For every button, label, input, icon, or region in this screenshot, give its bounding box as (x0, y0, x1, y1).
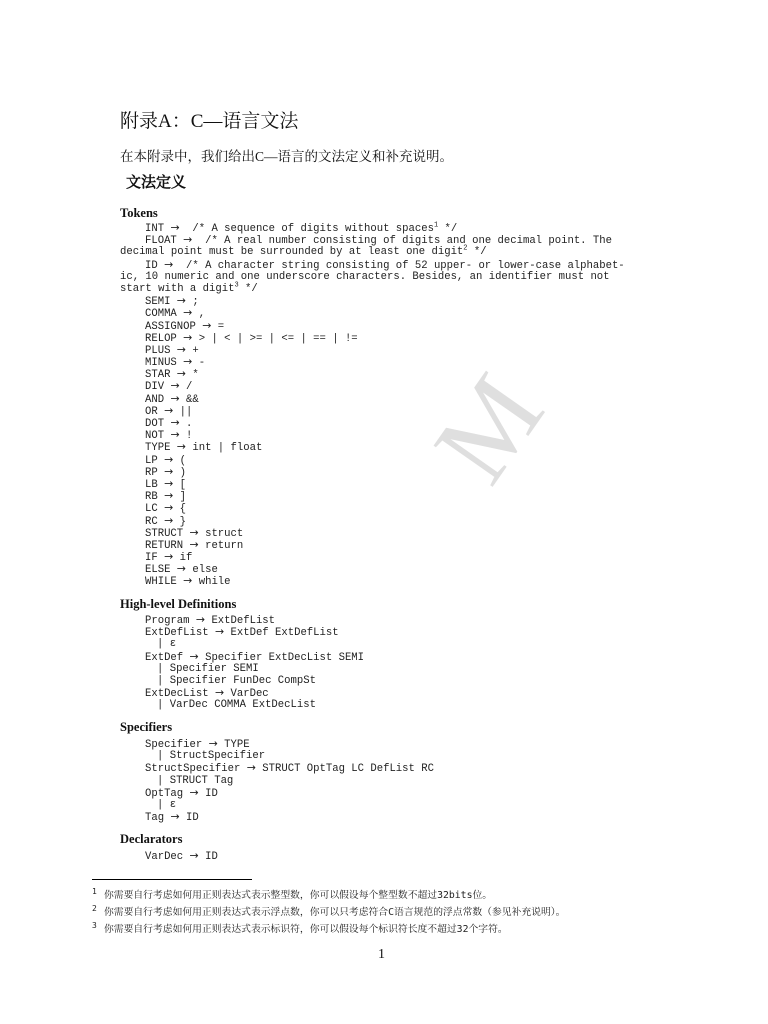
intro-paragraph: 在本附录中，我们给出C—语言的文法定义和补充说明。 (120, 149, 454, 164)
arrow-symbol: → (176, 367, 187, 381)
rule-name: RC (145, 515, 158, 528)
rule-name: DOT (145, 418, 165, 430)
grammar-rule (120, 687, 364, 699)
rule-name: STAR (145, 369, 171, 382)
high-level-block (120, 614, 364, 712)
rule-name: MINUS (145, 357, 177, 370)
arrow-symbol: → (183, 574, 193, 588)
rule-body: /* A sequence of digits without spaces (192, 223, 434, 235)
rule-name: FLOAT (145, 235, 177, 248)
arrow-symbol: → (164, 489, 174, 503)
grammar-rule (120, 738, 434, 750)
arrow-symbol: → (176, 440, 187, 454)
rule-body: && (186, 393, 199, 406)
rule-body: | Specifier SEMI (157, 662, 259, 675)
footnote-number: 3 (92, 921, 97, 930)
rule-name: LB (145, 478, 158, 491)
grammar-rule (120, 551, 625, 563)
rule-body: | ε (157, 638, 177, 651)
arrow-symbol: → (202, 318, 212, 332)
rule-continuation (120, 246, 625, 258)
grammar-rule (120, 539, 625, 551)
footnote-text: 你需要自行考虑如何用正则表达式表示整型数，你可以假设每个整型数不超过32bits位。 (104, 890, 493, 901)
grammar-rule (120, 380, 625, 392)
arrow-symbol: → (170, 416, 180, 429)
rule-body: * (192, 369, 199, 382)
rule-body: ExtDef ExtDefList (230, 627, 339, 640)
grammar-rule (120, 614, 364, 626)
arrow-symbol: → (164, 257, 174, 271)
arrow-symbol: → (164, 501, 174, 515)
arrow-symbol: → (189, 525, 199, 539)
arrow-symbol: → (164, 464, 174, 478)
grammar-rule (120, 344, 625, 356)
rule-name: StructSpecifier (145, 763, 241, 776)
rule-name: LC (145, 503, 158, 516)
rule-body: . (186, 418, 193, 430)
rule-body: + (192, 344, 199, 357)
footnote-marker: 2 (463, 244, 468, 253)
specifiers-block (120, 738, 434, 823)
heading-tokens: Tokens (120, 206, 158, 220)
rule-name: WHILE (145, 576, 177, 589)
arrow-symbol: → (164, 476, 174, 490)
rule-body: STRUCT OptTag LC DefList RC (262, 763, 434, 776)
footnote-3 (92, 921, 508, 935)
grammar-rule (120, 490, 625, 502)
arrow-symbol: → (189, 537, 199, 551)
rule-body: } (179, 515, 187, 528)
rule-body: | Specifier FunDec CompSt (157, 674, 316, 687)
grammar-alternative (120, 638, 364, 650)
arrow-symbol: → (170, 810, 180, 824)
arrow-symbol: → (189, 785, 199, 799)
rule-body: ; (192, 296, 199, 309)
arrow-symbol: → (183, 330, 193, 344)
footnote-1 (92, 887, 492, 901)
rule-name: STRUCT (145, 527, 184, 540)
rule-body: ic, 10 numeric and one underscore characters. Besides, an identifier must not (120, 270, 610, 283)
arrow-symbol: → (170, 221, 180, 234)
rule-body: ! (186, 430, 193, 443)
arrow-symbol: → (214, 625, 225, 639)
comment-close: */ (467, 246, 487, 259)
arrow-symbol: → (183, 355, 193, 369)
rule-body: /* A character string consisting of 52 upper- or lower-case alphabet- (186, 259, 625, 272)
rule-body: ( (179, 454, 187, 467)
arrow-symbol: → (176, 294, 187, 308)
rule-body: ) (179, 466, 187, 479)
footnote-marker: 1 (433, 221, 439, 230)
comment-close: */ (438, 223, 458, 235)
tokens-block (120, 222, 625, 588)
arrow-symbol: → (246, 761, 256, 775)
rule-body: | VarDec COMMA ExtDecList (157, 699, 316, 712)
arrow-symbol: → (183, 306, 193, 320)
rule-body: ID (205, 851, 218, 863)
footnote-text: 你需要自行考虑如何用正则表达式表示标识符，你可以假设每个标识符长度不超过32个字符。 (104, 924, 508, 935)
rule-continuation (120, 283, 625, 295)
rule-body: / (186, 381, 193, 394)
arrow-symbol: → (176, 562, 187, 576)
rule-name: SEMI (145, 296, 171, 309)
rule-name: ID (145, 259, 158, 272)
rule-body: = (217, 320, 225, 333)
arrow-symbol: → (170, 428, 180, 442)
watermark: M (410, 353, 567, 504)
rule-name: OR (145, 405, 158, 418)
rule-name: INT (145, 223, 165, 235)
arrow-symbol: → (170, 379, 180, 393)
rule-body: TYPE (224, 739, 250, 751)
grammar-rule (120, 466, 625, 478)
rule-body: [ (179, 478, 187, 491)
arrow-symbol: → (189, 849, 199, 862)
grammar-rule (120, 332, 625, 344)
rule-name: ELSE (145, 564, 171, 577)
rule-name: Specifier (145, 739, 203, 751)
arrow-symbol: → (164, 403, 174, 417)
footnote-number: 2 (92, 904, 97, 913)
arrow-symbol: → (164, 513, 174, 527)
grammar-alternative (120, 750, 434, 762)
grammar-rule (120, 259, 625, 271)
rule-body: /* A real number consisting of digits and one decimal point. The (205, 235, 612, 248)
grammar-rule (120, 502, 625, 514)
page-number: 1 (378, 947, 385, 962)
rule-body: > | < | >= | <= | == | != (198, 332, 358, 345)
arrow-symbol: → (164, 550, 174, 564)
rule-body: VarDec (230, 688, 269, 701)
rule-name: Tag (145, 812, 165, 825)
arrow-symbol: → (164, 452, 174, 466)
grammar-rule (120, 320, 625, 332)
rule-name: RELOP (145, 332, 177, 345)
arrow-symbol: → (189, 649, 199, 663)
arrow-symbol: → (208, 737, 218, 750)
rule-body: struct (205, 527, 244, 540)
rule-body: start with a digit (120, 282, 235, 295)
heading-declarators: Declarators (120, 832, 183, 846)
rule-body: - (198, 357, 206, 370)
heading-high-level-definitions: High-level Definitions (120, 597, 237, 611)
grammar-rule (120, 575, 625, 587)
section-heading-grammar: 文法定义 (126, 175, 187, 191)
rule-name: LP (145, 454, 158, 467)
comment-close: */ (238, 282, 258, 295)
grammar-rule (120, 393, 625, 405)
arrow-symbol: → (195, 613, 206, 626)
rule-body: || (179, 405, 193, 418)
heading-specifiers: Specifiers (120, 720, 173, 734)
arrow-symbol: → (176, 342, 187, 356)
grammar-alternative (120, 663, 364, 675)
rule-body: | STRUCT Tag (157, 774, 234, 787)
rule-body: else (192, 564, 218, 577)
grammar-rule (120, 626, 364, 638)
rule-name: ExtDefList (145, 627, 209, 640)
rule-name: OptTag (145, 787, 184, 800)
grammar-rule (120, 651, 364, 663)
grammar-rule (120, 563, 625, 575)
rule-body: | StructSpecifier (157, 750, 266, 763)
grammar-rule (120, 234, 625, 246)
rule-name: COMMA (145, 308, 177, 321)
arrow-symbol: → (183, 233, 193, 247)
grammar-rule (120, 222, 625, 234)
arrow-symbol: → (170, 391, 180, 405)
rule-name: IF (145, 552, 158, 565)
rule-body: while (198, 576, 231, 589)
rule-body: , (198, 308, 206, 321)
grammar-rule (120, 295, 625, 307)
grammar-rule (120, 478, 625, 490)
footnote-marker: 3 (234, 281, 239, 290)
rule-name: RB (145, 491, 158, 504)
grammar-alternative (120, 775, 434, 787)
rule-body: int | float (192, 442, 263, 455)
rule-body: | ε (157, 798, 177, 811)
rule-name: PLUS (145, 344, 171, 357)
rule-name: Program (145, 615, 190, 627)
rule-continuation (120, 271, 625, 283)
grammar-rule (120, 811, 434, 823)
rule-body: ] (179, 491, 187, 504)
rule-name: RETURN (145, 539, 184, 552)
grammar-rule (120, 356, 625, 368)
footnote-number: 1 (92, 887, 97, 896)
rule-name: DIV (145, 381, 165, 394)
rule-name: TYPE (145, 442, 171, 455)
rule-name: AND (145, 393, 165, 406)
footnote-2 (92, 904, 565, 918)
arrow-symbol: → (214, 686, 225, 700)
rule-body: decimal point must be surrounded by at least one digit (120, 246, 464, 259)
rule-name: ExtDef (145, 651, 184, 664)
page-title: 附录A：C—语言文法 (120, 111, 299, 132)
grammar-rule (120, 454, 625, 466)
rule-name: RP (145, 466, 158, 479)
rule-name: VarDec (145, 851, 184, 863)
footnote-divider (92, 879, 252, 880)
rule-body: ID (186, 812, 199, 825)
rule-body: ExtDefList (211, 615, 276, 627)
footnote-text: 你需要自行考虑如何用正则表达式表示浮点数，你可以只考虑符合C语言规范的浮点常数（参见补充说明）。 (104, 907, 566, 918)
rule-name: ExtDecList (145, 688, 209, 701)
grammar-rule (120, 307, 625, 319)
grammar-rule (120, 850, 218, 862)
grammar-alternative (120, 699, 364, 711)
grammar-alternative (120, 675, 364, 687)
grammar-rule (120, 368, 625, 380)
declarators-block (120, 850, 218, 862)
grammar-rule (120, 762, 434, 774)
rule-body: return (205, 539, 244, 552)
rule-body: ID (205, 787, 218, 800)
grammar-rule (120, 787, 434, 799)
rule-body: if (179, 552, 193, 565)
rule-name: NOT (145, 430, 165, 443)
rule-name: ASSIGNOP (145, 320, 196, 333)
rule-body: { (179, 503, 187, 516)
grammar-alternative (120, 799, 434, 811)
rule-body: Specifier ExtDecList SEMI (205, 651, 365, 664)
